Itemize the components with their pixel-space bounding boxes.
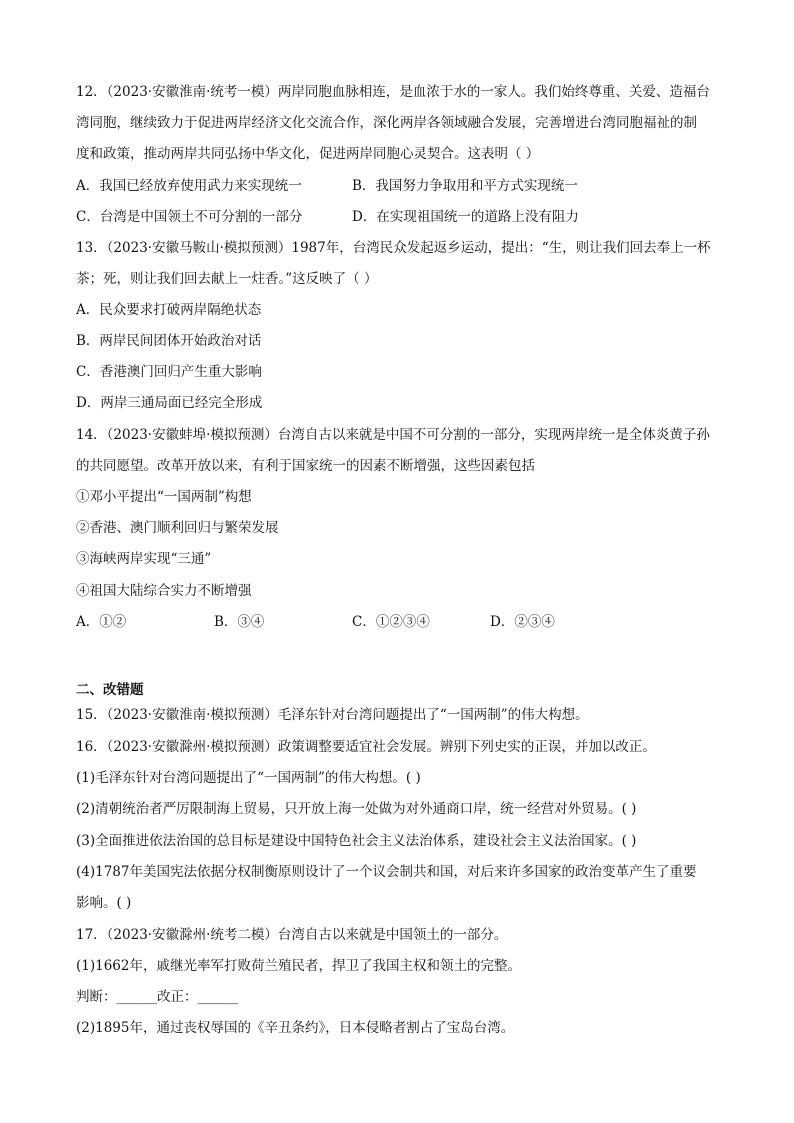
q12-option-c[interactable]: C．台湾是中国领土不可分割的一部分 (76, 209, 303, 225)
q15-text: 15．（2023·安徽淮南·模拟预测）毛泽东针对台湾问题提出了“一国两制”的伟大构想。 (76, 707, 589, 723)
q17-sub-2: (2)1895年，通过丧权辱国的《辛丑条约》，日本侵略者割占了宝岛台湾。 (76, 1020, 515, 1036)
q14-option-a[interactable]: A．①② (76, 614, 127, 630)
q16-sub-2: (2)清朝统治者严厉限制海上贸易，只开放上海一处做为对外通商口岸，统一经营对外贸易。( ) (76, 801, 637, 817)
q14-item-4: ④祖国大陆综合实力不断增强 (76, 583, 252, 599)
q17-sub-1: (1)1662年，戚继光率军打败荷兰殖民者，捍卫了我国主权和领土的完整。 (76, 958, 521, 974)
q17-stem: 17．（2023·安徽滁州·统考二模）台湾自古以来就是中国领土的一部分。 (76, 927, 508, 943)
q14-item-2: ②香港、澳门顺利回归与繁荣发展 (76, 520, 279, 536)
q14-option-d[interactable]: D．②③④ (490, 614, 555, 630)
q13-option-b[interactable]: B．两岸民间团体开始政治对话 (76, 333, 262, 349)
q14-item-1: ①邓小平提出“一国两制”构想 (76, 489, 252, 505)
q13-option-a[interactable]: A．民众要求打破两岸隔绝状态 (76, 302, 262, 318)
q13-stem-line-2: 茶；死，则让我们回去献上一炷香。”这反映了（ ） (76, 271, 378, 287)
q14-stem-line-1: 14．（2023·安徽蚌埠·模拟预测）台湾自古以来就是中国不可分割的一部分，实现两岸统一是全体炎黄子孙 (76, 427, 710, 443)
q13-stem-line-1: 13．（2023·安徽马鞍山·模拟预测）1987年，台湾民众发起返乡运动，提出：“生，则让我们回去奉上一杯 (76, 240, 711, 256)
section-title: 二、改错题 (76, 682, 144, 698)
q16-sub-3: (3)全面推进依法治国的总目标是建设中国特色社会主义法治体系，建设社会主义法治国家。( ) (76, 833, 637, 849)
q17-judge-blank[interactable]: 判断：______改正：______ (76, 989, 238, 1005)
q12-option-a[interactable]: A．我国已经放弃使用武力来实现统一 (76, 178, 302, 194)
q16-sub-1: (1)毛泽东针对台湾问题提出了“一国两制”的伟大构想。( ) (76, 770, 421, 786)
q13-option-c[interactable]: C．香港澳门回归产生重大影响 (76, 364, 262, 380)
q16-sub-4-line-1: (4)1787年美国宪法依据分权制衡原则设计了一个议会制共和国，对后来许多国家的政治变革产生了重要 (76, 864, 697, 880)
q12-stem-line-1: 12．（2023·安徽淮南·统考一模）两岸同胞血脉相连，是血浓于水的一家人。我们始终尊重、关爱、造福台 (76, 84, 710, 100)
q14-option-b[interactable]: B．③④ (214, 614, 265, 630)
q14-stem-line-2: 的共同愿望。改革开放以来，有利于国家统一的因素不断增强，这些因素包括 (76, 458, 535, 474)
q14-option-c[interactable]: C．①②③④ (352, 614, 430, 630)
q16-sub-4-line-2: 影响。( ) (76, 895, 132, 911)
q12-stem-line-3: 度和政策，推动两岸共同弘扬中华文化，促进两岸同胞心灵契合。这表明（ ） (76, 146, 540, 162)
q16-stem: 16．（2023·安徽滁州·模拟预测）政策调整要适宜社会发展。辨别下列史实的正误，并加以改正。 (76, 739, 656, 755)
q12-stem-line-2: 湾同胞，继续致力于促进两岸经济文化交流合作，深化两岸各领域融合发展，完善增进台湾同胞福祉的制 (76, 115, 697, 131)
q12-option-b[interactable]: B．我国努力争取用和平方式实现统一 (352, 178, 578, 194)
q12-option-d[interactable]: D．在实现祖国统一的道路上没有阻力 (352, 209, 579, 225)
q13-option-d[interactable]: D．两岸三通局面已经完全形成 (76, 395, 263, 411)
q14-item-3: ③海峡两岸实现“三通” (76, 551, 212, 567)
